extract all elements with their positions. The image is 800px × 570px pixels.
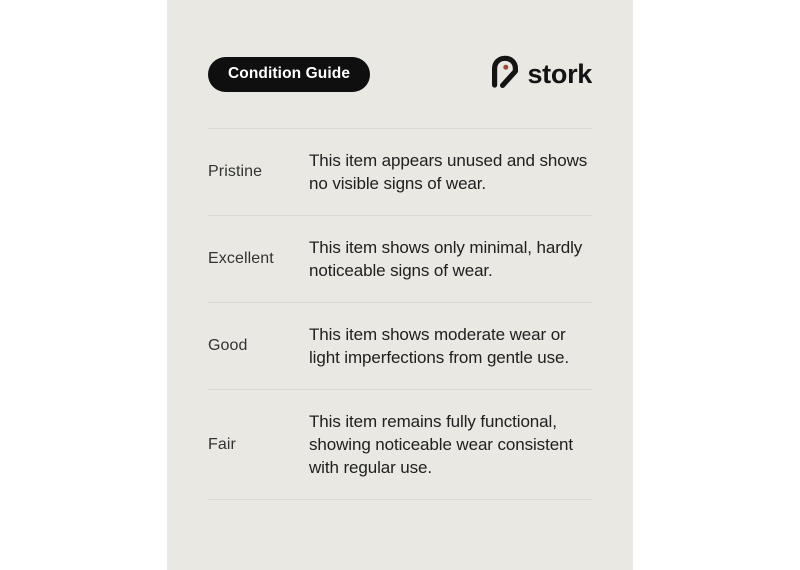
condition-row-excellent xyxy=(208,215,592,302)
condition-description: This item shows moderate wear or light imperfections from gentle use. xyxy=(309,325,570,367)
card-header xyxy=(208,0,592,93)
stork-brand-logo xyxy=(490,55,592,93)
condition-description: This item appears unused and shows no visible signs of wear. xyxy=(309,151,588,193)
condition-description: This item remains fully functional, showing noticeable wear consistent with regular use. xyxy=(309,412,574,477)
condition-table xyxy=(208,128,592,500)
condition-row-good xyxy=(208,302,592,389)
condition-label: Pristine xyxy=(208,163,263,180)
stork-logo-dot xyxy=(504,65,509,70)
condition-row-pristine xyxy=(208,128,592,215)
condition-row-fair xyxy=(208,389,592,500)
condition-label: Excellent xyxy=(208,250,274,267)
condition-label: Good xyxy=(208,337,248,354)
condition-label: Fair xyxy=(208,435,236,453)
condition-guide-badge: Condition Guide xyxy=(208,57,370,92)
condition-guide-card xyxy=(167,0,633,570)
brand-name: stork xyxy=(527,58,592,89)
condition-description: This item shows only minimal, hardly noticeable signs of wear. xyxy=(309,238,583,280)
stork-logo-icon xyxy=(490,55,520,93)
